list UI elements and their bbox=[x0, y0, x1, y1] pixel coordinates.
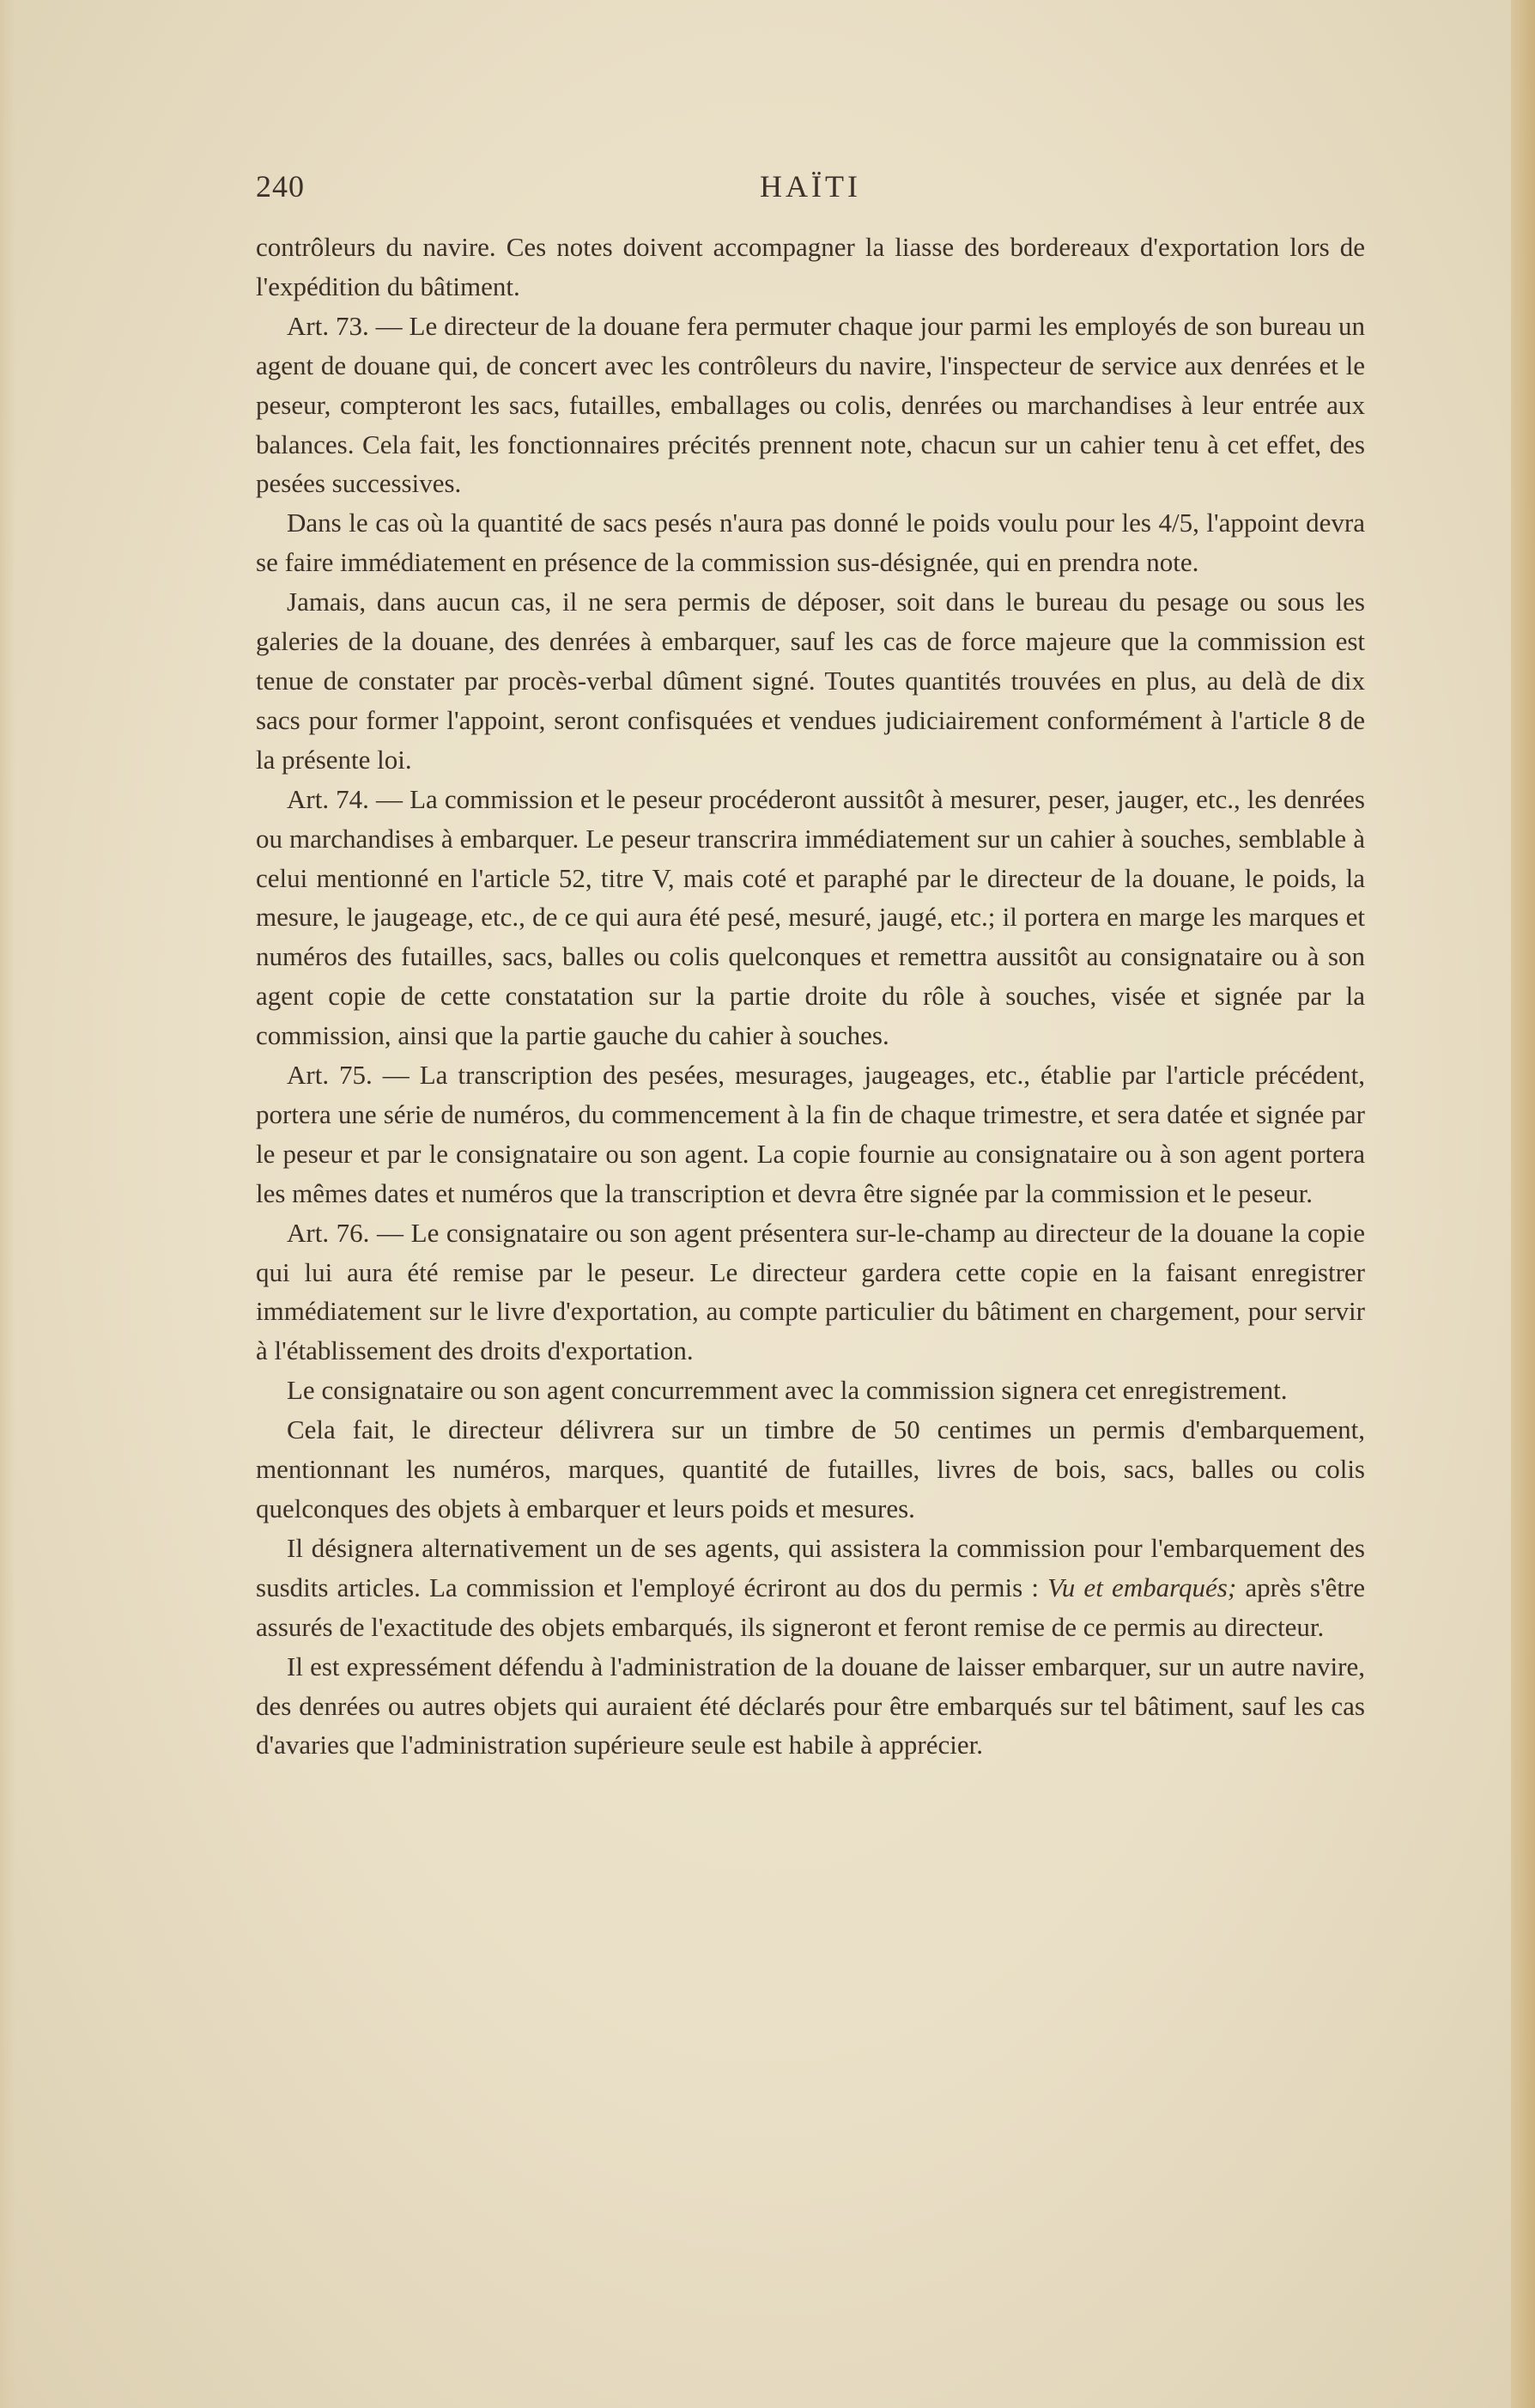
paragraph: Dans le cas où la quantité de sacs pesés n'aura pas donné le poids voulu pour les 4/5, l'appoint devra se faire immédiatement en présence de la commission sus-désignée, qui en prendra note. bbox=[256, 508, 1365, 578]
paragraph: Le consignataire ou son agent concurremment avec la commission signera cet enregistrement. bbox=[287, 1375, 1288, 1406]
body-text bbox=[256, 228, 1365, 1765]
running-head: HAÏTI bbox=[760, 169, 861, 204]
paragraph: Il est expressément défendu à l'administration de la douane de laisser embarquer, sur un autre navire, des denrées ou autres objets qui auraient été déclarés pour être embarqués sur tel bâtiment, sauf les cas d'avaries que l'administration supérieure seule est habile à apprécier. bbox=[256, 1651, 1365, 1760]
paragraph-art-73: Art. 73. — Le directeur de la douane fera permuter chaque jour parmi les employés de son bureau un agent de douane qui, de concert avec les contrôleurs du navire, l'inspecteur de service aux denrées et le peseur, compteront les sacs, futailles, emballages ou colis, denrées ou marchandises à leur entrée aux balances. Cela fait, les fonctionnaires précités prennent note, chacun sur un cahier tenu à cet effet, des pesées successives. bbox=[256, 310, 1365, 499]
paragraph: Jamais, dans aucun cas, il ne sera permis de déposer, soit dans le bureau du pesage ou sous les galeries de la douane, des denrées à embarquer, sauf les cas de force majeure que la commission est tenue de constater par procès-verbal dûment signé. Toutes quantités trouvées en plus, au delà de dix sacs pour former l'appoint, seront confisquées et vendues judiciairement conformément à l'article 8 de la présente loi. bbox=[256, 587, 1365, 775]
paragraph-art-76: Art. 76. — Le consignataire ou son agent présentera sur-le-champ au directeur de la douane la copie qui lui aura été remise par le peseur. Le directeur gardera cette copie en la faisant enregistrer immédiatement sur le livre d'exportation, au compte particulier du bâtiment en chargement, pour servir à l'établissement des droits d'exportation. bbox=[256, 1217, 1365, 1366]
page-number: 240 bbox=[256, 169, 305, 204]
page-right-edge bbox=[1511, 0, 1535, 2408]
italic-phrase: Vu et embarqués; bbox=[1047, 1572, 1237, 1602]
paragraph: Cela fait, le directeur délivrera sur un timbre de 50 centimes un permis d'embarquement, mentionnant les numéros, marques, quantité de futailles, livres de bois, sacs, balles ou colis quelconques des objets à embarquer et leurs poids et mesures. bbox=[256, 1414, 1365, 1523]
paragraph-text-after: après s'être assurés de l'exactitude des objets embarqués, ils signeront et feront remise de ce permis au directeur. bbox=[256, 1572, 1366, 1642]
page-header bbox=[256, 168, 1365, 220]
paragraph-art-74: Art. 74. — La commission et le peseur procéderont aussitôt à mesurer, peser, jauger, etc., les denrées ou marchandises à embarquer. Le peseur transcrira immédiatement sur un cahier à souches, semblable à celui mentionné en l'article 52, titre V, mais coté et paraphé par le directeur de la douane, le poids, la mesure, le jaugeage, etc., de ce qui aura été pesé, mesuré, jaugé, etc.; il portera en marge les marques et numéros des futailles, sacs, balles ou colis quelconques et remettra aussitôt au consignataire ou à son agent copie de cette constatation sur la partie droite du rôle à souches, visée et signée par la commission, ainsi que la partie gauche du cahier à souches. bbox=[256, 783, 1365, 1051]
page-left-shadow bbox=[0, 0, 15, 2408]
paragraph-text-before: Il désignera alternativement un de ses agents, qui assistera la commission pour l'embarquement des susdits articles. La commission et l'employé écriront au dos du permis : bbox=[256, 1532, 1365, 1602]
paragraph-continuation: contrôleurs du navire. Ces notes doivent accompagner la liasse des bordereaux d'exportation lors de l'expédition du bâtiment. bbox=[256, 232, 1365, 301]
paragraph-mixed bbox=[256, 1529, 1365, 1647]
paragraph-art-75: Art. 75. — La transcription des pesées, mesurages, jaugeages, etc., établie par l'article précédent, portera une série de numéros, du commencement à la fin de chaque trimestre, et sera datée et signée par le peseur et par le consignataire ou son agent. La copie fournie au consignataire ou à son agent portera les mêmes dates et numéros que la transcription et devra être signée par la commission et le peseur. bbox=[256, 1060, 1365, 1208]
